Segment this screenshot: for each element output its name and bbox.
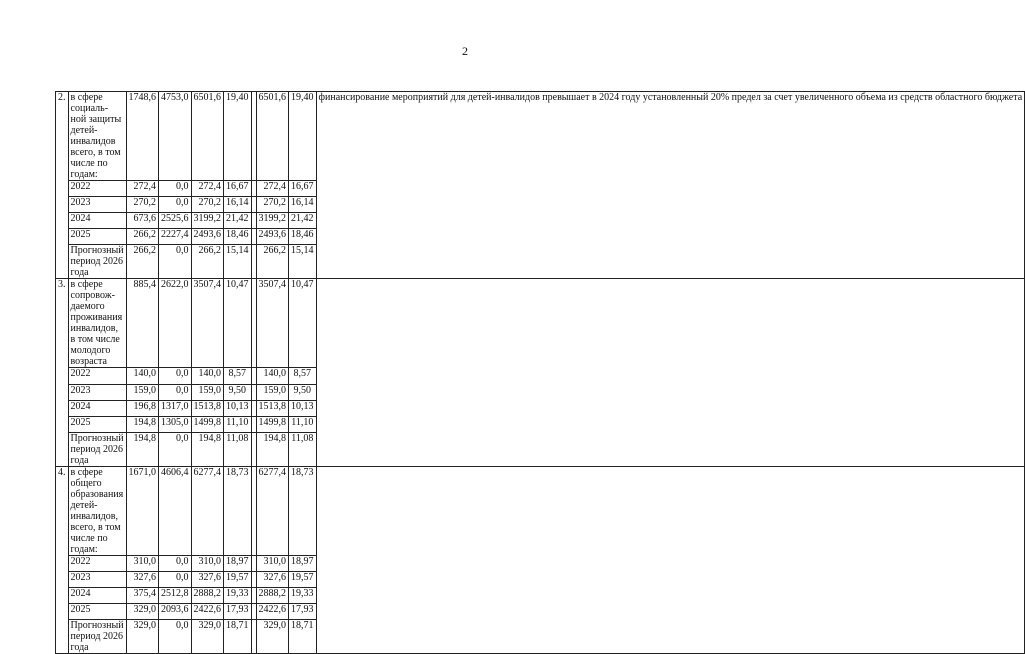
value-col-4: 1499,8: [256, 417, 289, 433]
value-col-4: 3507,4: [256, 279, 289, 368]
share-col-2: 18,71: [289, 620, 317, 654]
value-col-3: 3507,4: [191, 279, 224, 368]
value-col-1: 329,0: [126, 620, 159, 654]
value-col-2: 0,0: [159, 245, 192, 279]
value-col-2: 0,0: [159, 368, 192, 385]
value-col-3: 266,2: [191, 245, 224, 279]
value-col-4: 159,0: [256, 385, 289, 401]
value-col-4: 266,2: [256, 245, 289, 279]
share-col-2: 18,46: [289, 229, 317, 245]
share-col-2: 9,50: [289, 385, 317, 401]
share-col-2: 16,67: [289, 181, 317, 197]
section-row: [56, 467, 1025, 556]
value-col-2: 0,0: [159, 556, 192, 572]
share-col-1: 18,73: [224, 467, 252, 556]
year-label: 2023: [68, 385, 126, 401]
value-col-3: 3199,2: [191, 213, 224, 229]
share-col-2: 17,93: [289, 604, 317, 620]
share-col-2: 8,57: [289, 368, 317, 385]
value-col-3: 327,6: [191, 572, 224, 588]
share-col-1: 19,40: [224, 92, 252, 181]
value-col-2: 0,0: [159, 181, 192, 197]
year-label: 2025: [68, 604, 126, 620]
value-col-1: 1748,6: [126, 92, 159, 181]
share-col-1: 11,08: [224, 433, 252, 467]
value-col-1: 266,2: [126, 245, 159, 279]
value-col-4: 194,8: [256, 433, 289, 467]
year-label: 2025: [68, 229, 126, 245]
value-col-1: 1671,0: [126, 467, 159, 556]
section-number: 3.: [56, 279, 69, 467]
share-col-1: 21,42: [224, 213, 252, 229]
share-col-2: 19,57: [289, 572, 317, 588]
value-col-1: 266,2: [126, 229, 159, 245]
value-col-2: 2512,8: [159, 588, 192, 604]
year-label: 2024: [68, 213, 126, 229]
share-col-2: 18,73: [289, 467, 317, 556]
value-col-4: 327,6: [256, 572, 289, 588]
value-col-1: 194,8: [126, 433, 159, 467]
value-col-2: 2525,6: [159, 213, 192, 229]
value-col-4: 310,0: [256, 556, 289, 572]
year-label: Прогнозный период 2026 года: [68, 433, 126, 467]
value-col-1: 194,8: [126, 417, 159, 433]
year-label: 2023: [68, 572, 126, 588]
share-col-1: 18,97: [224, 556, 252, 572]
value-col-1: 196,8: [126, 401, 159, 417]
share-col-2: 15,14: [289, 245, 317, 279]
section-note: [316, 279, 1025, 467]
share-col-1: 16,67: [224, 181, 252, 197]
value-col-1: 310,0: [126, 556, 159, 572]
section-number: 2.: [56, 92, 69, 279]
year-label: Прогнозный период 2026 года: [68, 245, 126, 279]
share-col-1: 10,13: [224, 401, 252, 417]
value-col-2: 0,0: [159, 620, 192, 654]
section-title: в сфере общего образования детей-инвалидов, всего, в том числе по годам:: [68, 467, 126, 556]
value-col-2: 0,0: [159, 385, 192, 401]
value-col-3: 140,0: [191, 368, 224, 385]
share-col-2: 19,33: [289, 588, 317, 604]
year-label: 2023: [68, 197, 126, 213]
value-col-2: 4606,4: [159, 467, 192, 556]
value-col-3: 272,4: [191, 181, 224, 197]
budget-table: [55, 91, 1025, 654]
share-col-1: 18,71: [224, 620, 252, 654]
value-col-3: 6501,6: [191, 92, 224, 181]
value-col-1: 270,2: [126, 197, 159, 213]
share-col-2: 21,42: [289, 213, 317, 229]
year-label: 2022: [68, 181, 126, 197]
value-col-3: 194,8: [191, 433, 224, 467]
value-col-4: 2493,6: [256, 229, 289, 245]
value-col-4: 2422,6: [256, 604, 289, 620]
value-col-1: 375,4: [126, 588, 159, 604]
section-note: финансирование мероприятий для детей-инвалидов превышает в 2024 году установленный 20% предел за счет увеличенного объема из средств областного бюджета: [316, 92, 1025, 279]
value-col-4: 2888,2: [256, 588, 289, 604]
value-col-1: 885,4: [126, 279, 159, 368]
value-col-3: 1499,8: [191, 417, 224, 433]
value-col-4: 329,0: [256, 620, 289, 654]
share-col-1: 15,14: [224, 245, 252, 279]
share-col-1: 17,93: [224, 604, 252, 620]
value-col-4: 6277,4: [256, 467, 289, 556]
year-label: 2024: [68, 588, 126, 604]
year-label: 2022: [68, 368, 126, 385]
share-col-2: 10,13: [289, 401, 317, 417]
value-col-3: 6277,4: [191, 467, 224, 556]
share-col-1: 18,46: [224, 229, 252, 245]
share-col-1: 10,47: [224, 279, 252, 368]
section-note: [316, 467, 1025, 654]
section-row: [56, 279, 1025, 368]
value-col-2: 0,0: [159, 433, 192, 467]
value-col-2: 2622,0: [159, 279, 192, 368]
value-col-2: 1317,0: [159, 401, 192, 417]
value-col-2: 2227,4: [159, 229, 192, 245]
share-col-2: 16,14: [289, 197, 317, 213]
share-col-1: 16,14: [224, 197, 252, 213]
value-col-3: 2888,2: [191, 588, 224, 604]
value-col-1: 272,4: [126, 181, 159, 197]
section-number: 4.: [56, 467, 69, 654]
value-col-3: 2493,6: [191, 229, 224, 245]
share-col-1: 9,50: [224, 385, 252, 401]
value-col-3: 1513,8: [191, 401, 224, 417]
share-col-1: 8,57: [224, 368, 252, 385]
value-col-2: 0,0: [159, 572, 192, 588]
value-col-1: 159,0: [126, 385, 159, 401]
value-col-4: 6501,6: [256, 92, 289, 181]
year-label: 2022: [68, 556, 126, 572]
value-col-4: 1513,8: [256, 401, 289, 417]
value-col-4: 140,0: [256, 368, 289, 385]
value-col-1: 327,6: [126, 572, 159, 588]
share-col-2: 18,97: [289, 556, 317, 572]
value-col-2: 2093,6: [159, 604, 192, 620]
year-label: 2024: [68, 401, 126, 417]
value-col-1: 329,0: [126, 604, 159, 620]
year-label: Прогнозный период 2026 года: [68, 620, 126, 654]
page-number: 2: [462, 44, 468, 58]
section-title: в сфере сопровож-даемого проживания инвалидов, в том числе молодого возраста: [68, 279, 126, 368]
value-col-3: 310,0: [191, 556, 224, 572]
value-col-1: 673,6: [126, 213, 159, 229]
share-col-1: 19,57: [224, 572, 252, 588]
share-col-1: 19,33: [224, 588, 252, 604]
value-col-4: 272,4: [256, 181, 289, 197]
share-col-2: 19,40: [289, 92, 317, 181]
section-row: [56, 92, 1025, 181]
share-col-2: 11,08: [289, 433, 317, 467]
value-col-4: 3199,2: [256, 213, 289, 229]
value-col-3: 270,2: [191, 197, 224, 213]
value-col-2: 4753,0: [159, 92, 192, 181]
value-col-1: 140,0: [126, 368, 159, 385]
share-col-2: 11,10: [289, 417, 317, 433]
share-col-1: 11,10: [224, 417, 252, 433]
value-col-3: 329,0: [191, 620, 224, 654]
value-col-2: 1305,0: [159, 417, 192, 433]
value-col-3: 159,0: [191, 385, 224, 401]
value-col-3: 2422,6: [191, 604, 224, 620]
value-col-4: 270,2: [256, 197, 289, 213]
section-title: в сфере социаль-ной защиты детей-инвалидов всего, в том числе по годам:: [68, 92, 126, 181]
year-label: 2025: [68, 417, 126, 433]
value-col-2: 0,0: [159, 197, 192, 213]
share-col-2: 10,47: [289, 279, 317, 368]
